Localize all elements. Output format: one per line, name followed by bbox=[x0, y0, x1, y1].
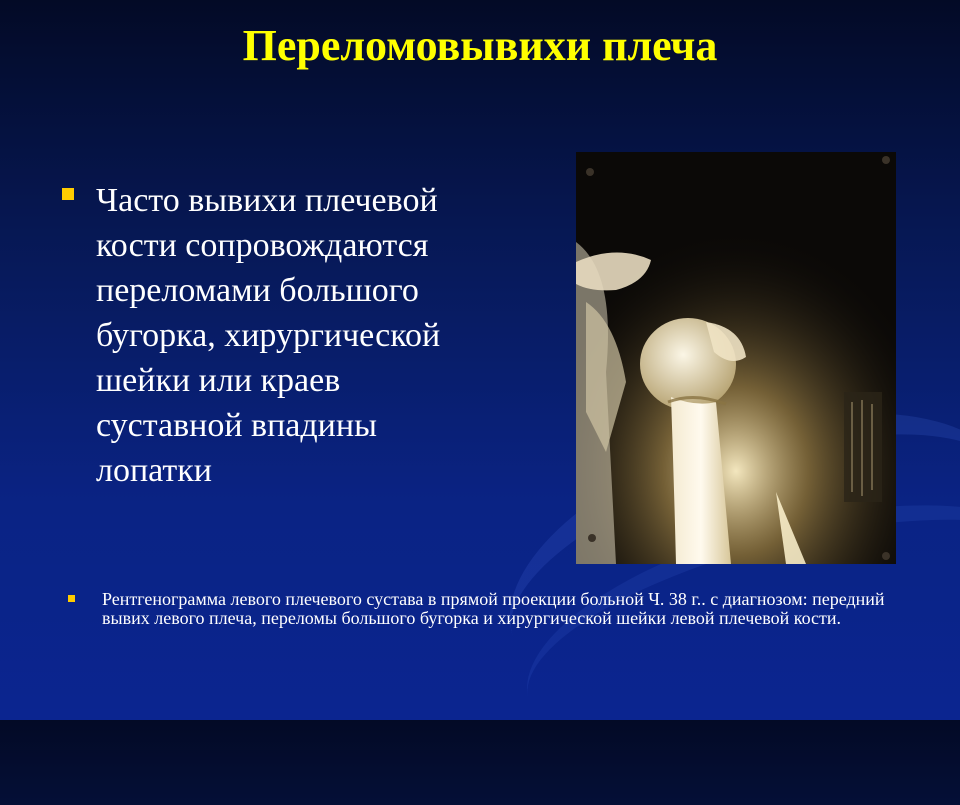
square-bullet-icon bbox=[62, 188, 74, 200]
main-bullet-text: Часто вывихи плечевой кости сопровождаются переломами большого бугорка, хирургической шейки или краев суставной впадины лопатки bbox=[96, 182, 441, 489]
caption-text: Рентгенограмма левого плечевого сустава в прямой проекции больной Ч. 38 г.. с диагнозом: передний вывих левого плеча, переломы большого бугорка и хирургической шейки левой плечевой кости. bbox=[102, 589, 885, 628]
xray-image bbox=[576, 152, 896, 564]
square-bullet-icon bbox=[68, 595, 75, 602]
xray-shoulder-picture bbox=[576, 152, 896, 564]
caption-item bbox=[68, 590, 908, 628]
main-bullet-item bbox=[62, 178, 482, 493]
main-bullet-list bbox=[62, 178, 482, 493]
caption-list bbox=[68, 590, 908, 628]
slide-title: Переломовывихи плеча bbox=[242, 21, 718, 70]
